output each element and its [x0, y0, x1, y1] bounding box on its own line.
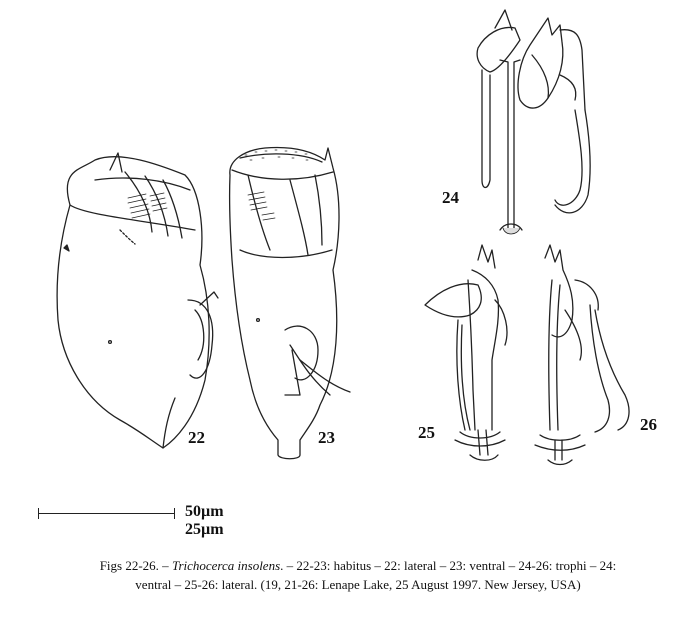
habitus-ventral-drawing: [230, 148, 350, 459]
figure-number-26: 26: [640, 415, 657, 434]
figure-number-24: 24: [442, 188, 459, 207]
scale-bar: [38, 508, 178, 520]
figure-number-23: 23: [318, 428, 335, 447]
habitus-lateral-drawing: [57, 153, 218, 448]
figure-caption: [28, 556, 688, 594]
caption-species-name: Trichocerca insolens: [171, 558, 281, 573]
scale-label-50um: 50µm: [185, 503, 224, 520]
caption-line1: . – 22-23: habitus – 22: lateral – 23: ventral – 24-26: trophi – 24:: [280, 558, 617, 573]
caption-prefix: Figs 22-26. –: [99, 558, 172, 573]
caption-line2: ventral – 25-26: lateral. (19, 21-26: Lenape Lake, 25 August 1997. New Jersey, USA): [135, 577, 581, 592]
scale-label-25um: 25µm: [185, 521, 224, 538]
trophi-ventral-drawing: [477, 10, 590, 234]
trophi-lateral-right-drawing: [535, 245, 629, 465]
figure-number-22: 22: [188, 428, 205, 447]
trophi-lateral-left-drawing: [425, 245, 507, 460]
figure-number-25: 25: [418, 423, 435, 442]
